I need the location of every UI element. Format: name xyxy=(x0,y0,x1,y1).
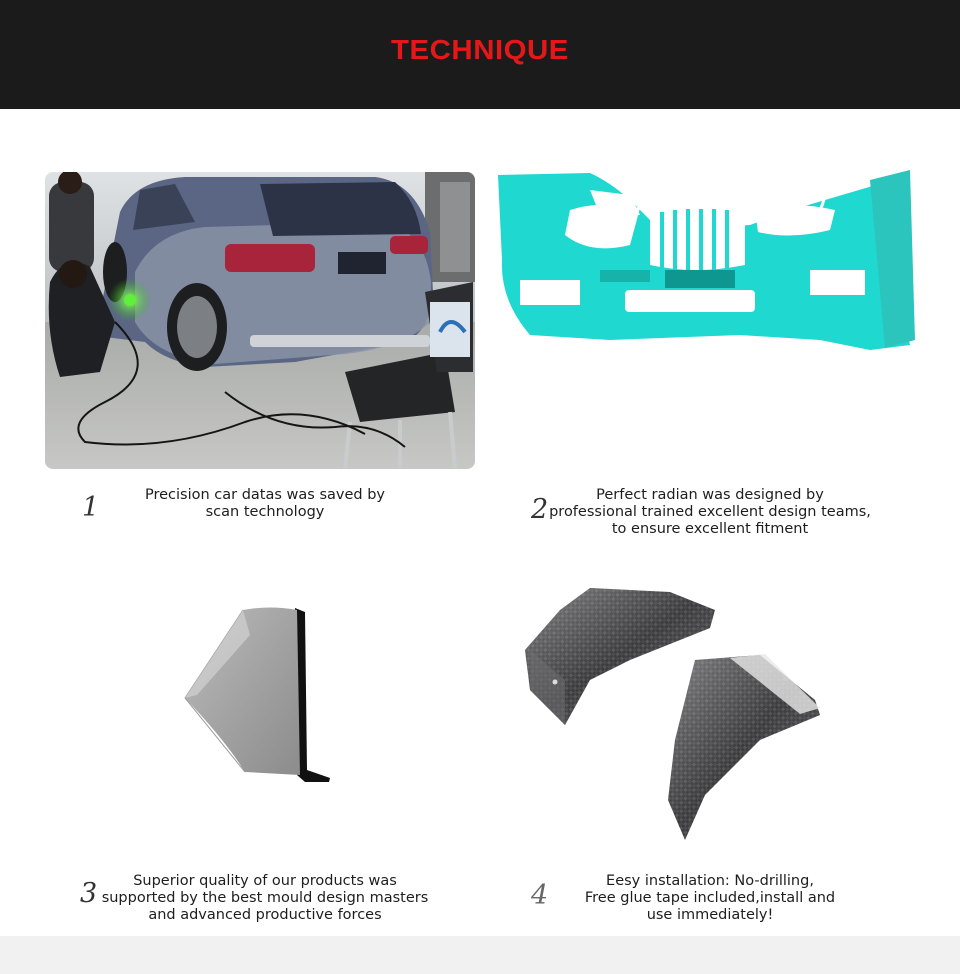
step-3-number: 3 xyxy=(80,878,98,909)
footer-strip xyxy=(0,936,960,974)
step-1-line-2: scan technology xyxy=(205,504,325,520)
step-2-line-2: professional trained excellent design teams, xyxy=(549,504,871,520)
step-3-line-3: and advanced productive forces xyxy=(148,907,382,923)
page-title: TECHNIQUE xyxy=(391,34,569,65)
header-bar xyxy=(0,0,960,109)
step-2-line-3: to ensure excellent fitment xyxy=(611,521,809,537)
step-4-number: 4 xyxy=(531,880,549,911)
carbon-fiber-parts-image xyxy=(520,580,835,850)
step-2-line-1: Perfect radian was designed by xyxy=(596,487,824,503)
step-4-caption xyxy=(575,873,845,924)
step-2-caption xyxy=(545,487,875,538)
step-4-line-1: Eesy installation: No-drilling, xyxy=(606,873,814,889)
step-1-caption xyxy=(115,487,415,521)
step-4-line-2: Free glue tape included,install and xyxy=(584,890,836,906)
step-3-caption xyxy=(95,873,435,924)
step-2-number: 2 xyxy=(531,494,549,525)
scan-model-image xyxy=(490,170,915,355)
step-4-line-3: use immediately! xyxy=(646,907,774,923)
scan-photo xyxy=(45,172,475,469)
step-3-line-2: supported by the best mould design masters xyxy=(101,890,429,906)
step-1-number: 1 xyxy=(82,492,100,523)
step-3-line-1: Superior quality of our products was xyxy=(133,873,397,889)
mould-model-image xyxy=(175,600,340,790)
step-1-line-1: Precision car datas was saved by xyxy=(144,487,385,503)
